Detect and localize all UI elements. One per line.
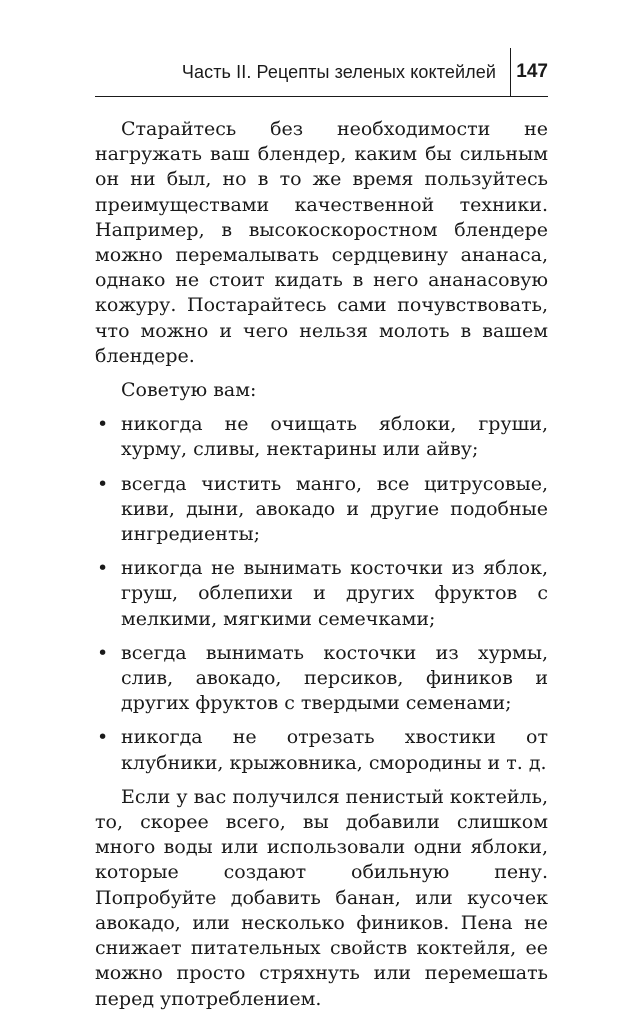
header-horizontal-rule xyxy=(95,96,548,97)
list-item-text: никогда не отрезать хвостики от клубники, крыжовника, смородины и т. д. xyxy=(121,726,548,774)
list-item-text: всегда вынимать косточки из хурмы, слив, авокадо, персиков, фиников и других фруктов с твердыми семенами; xyxy=(121,641,548,715)
list-item xyxy=(95,641,548,717)
page-body xyxy=(95,117,548,1021)
running-head-title: Часть II. Рецепты зеленых коктейлей xyxy=(181,62,496,82)
list-item-text: всегда чистить манго, все цитрусовые, киви, дыни, авокадо и другие подобные ингредиенты; xyxy=(121,472,548,546)
page-number: 147 xyxy=(516,61,548,82)
list-item xyxy=(95,725,548,775)
list-item-text: никогда не очищать яблоки, груши, хурму, сливы, нектарины или айву; xyxy=(121,413,548,461)
bullet-icon: • xyxy=(97,641,109,664)
bullet-icon: • xyxy=(97,726,109,749)
page-header xyxy=(95,48,548,98)
advice-list xyxy=(95,412,548,776)
paragraph-foamy-smoothie: Если у вас получился пенистый коктейль, то, скорее всего, вы добавили слишком много воды или использовали одни яблоки, которые создают обильную пену. Попробуйте добавить банан, или кусочек авокадо, или несколько фиников. Пена не снижает питательных свойств коктейля, ее можно просто стряхнуть или перемешать перед употреблением. xyxy=(95,785,548,1010)
list-item xyxy=(95,412,548,462)
list-item-text: никогда не вынимать косточки из яблок, груш, облепихи и других фруктов с мелкими, мягкими семечками; xyxy=(121,557,548,630)
advice-intro: Советую вам: xyxy=(121,379,257,402)
list-item xyxy=(95,556,548,632)
bullet-icon: • xyxy=(97,413,109,436)
bullet-icon: • xyxy=(97,472,109,495)
list-item xyxy=(95,472,548,548)
bullet-icon: • xyxy=(97,557,109,580)
header-vertical-divider xyxy=(510,48,511,96)
paragraph-blender-care: Старайтесь без необходимости не нагружать ваш блендер, каким бы сильным он ни был, но в то же время пользуйтесь преимуществами качественной техники. Например, в высокоскоростном блендере можно перемалывать сердцевину ананаса, однако не стоит кидать в него ананасовую кожуру. Постарайтесь сами почувствовать, что можно и чего нельзя молоть в вашем блендере. xyxy=(95,118,548,367)
